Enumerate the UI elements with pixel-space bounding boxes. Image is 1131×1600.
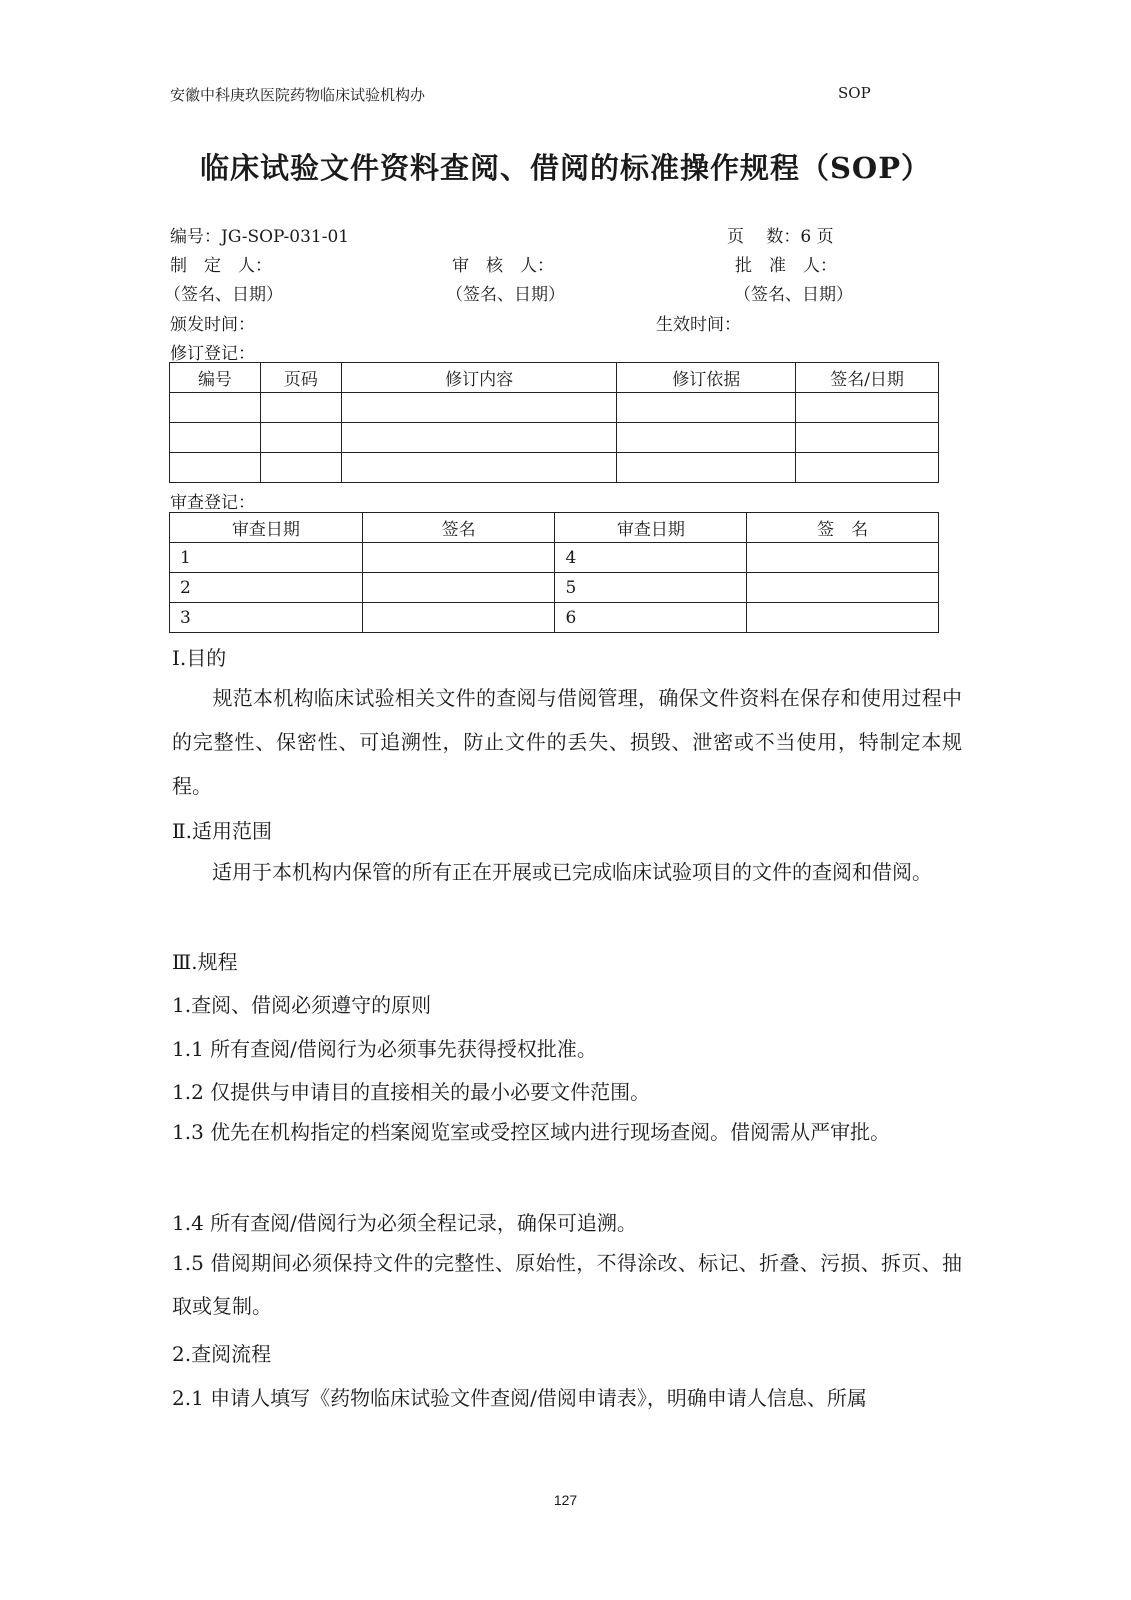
revision-header-cell: 修订内容	[341, 363, 617, 393]
revision-log-label: 修订登记：	[170, 344, 255, 364]
review-header-cell: 审查日期	[555, 513, 747, 543]
review-cell[interactable]: 2	[170, 573, 363, 603]
revision-row	[170, 393, 939, 423]
section-2-heading: Ⅱ.适用范围	[172, 819, 272, 843]
reviewer-label: 审 核 人：	[452, 256, 554, 276]
revision-table	[169, 362, 939, 483]
header-doc-type: SOP	[838, 84, 871, 102]
review-header-cell: 签 名	[747, 513, 939, 543]
sign-date-approver: （签名、日期）	[734, 285, 853, 305]
principles-heading: 1.查阅、借阅必须遵守的原则	[172, 993, 432, 1017]
review-cell[interactable]	[747, 573, 939, 603]
revision-cell[interactable]	[341, 453, 617, 483]
review-header-row	[170, 513, 939, 543]
revision-row	[170, 423, 939, 453]
revision-header-cell: 签名/日期	[796, 363, 939, 393]
revision-cell[interactable]	[170, 423, 261, 453]
review-header-cell: 签名	[362, 513, 555, 543]
review-header-cell: 审查日期	[170, 513, 363, 543]
revision-header-cell: 页码	[260, 363, 341, 393]
review-cell[interactable]	[362, 573, 555, 603]
approver-label: 批 准 人：	[735, 256, 837, 276]
review-cell[interactable]: 6	[555, 603, 747, 633]
revision-cell[interactable]	[796, 453, 939, 483]
principle-1-2: 1.2 仅提供与申请目的直接相关的最小必要文件范围。	[172, 1080, 651, 1104]
review-cell[interactable]: 1	[170, 543, 363, 573]
sign-date-drafter: （签名、日期）	[164, 285, 283, 305]
revision-cell[interactable]	[260, 423, 341, 453]
revision-header-row	[170, 363, 939, 393]
page-count: 页 数：6 页	[727, 227, 834, 247]
section-1-heading: Ⅰ.目的	[172, 646, 227, 670]
revision-cell[interactable]	[796, 423, 939, 453]
drafter-label: 制 定 人：	[170, 256, 272, 276]
page-number: 127	[553, 1492, 578, 1508]
procedure-heading: 2.查阅流程	[172, 1342, 272, 1366]
review-cell[interactable]: 4	[555, 543, 747, 573]
principle-1-5: 1.5 借阅期间必须保持文件的完整性、原始性，不得涂改、标记、折叠、污损、拆页、抽取或复制。	[172, 1251, 962, 1318]
review-table	[169, 512, 939, 633]
section-1-paragraph: 规范本机构临床试验相关文件的查阅与借阅管理，确保文件资料在保存和使用过程中的完整性、保密性、可追溯性，防止文件的丢失、损毁、泄密或不当使用，特制定本规程。	[172, 686, 962, 798]
principle-1-1: 1.1 所有查阅/借阅行为必须事先获得授权批准。	[172, 1037, 597, 1061]
sign-date-reviewer: （签名、日期）	[446, 285, 565, 305]
review-cell[interactable]	[747, 603, 939, 633]
principle-1-4: 1.4 所有查阅/借阅行为必须全程记录，确保可追溯。	[172, 1211, 637, 1235]
review-log-label: 审查登记：	[170, 493, 255, 513]
effective-date-label: 生效时间：	[656, 315, 741, 335]
review-cell[interactable]: 3	[170, 603, 363, 633]
review-cell[interactable]: 5	[555, 573, 747, 603]
review-cell[interactable]	[362, 543, 555, 573]
revision-cell[interactable]	[341, 393, 617, 423]
revision-cell[interactable]	[260, 453, 341, 483]
section-3-heading: Ⅲ.规程	[172, 950, 238, 974]
revision-cell[interactable]	[170, 453, 261, 483]
revision-header-cell: 编号	[170, 363, 261, 393]
review-row	[170, 543, 939, 573]
section-2-paragraph: 适用于本机构内保管的所有正在开展或已完成临床试验项目的文件的查阅和借阅。	[172, 860, 932, 884]
review-cell[interactable]	[747, 543, 939, 573]
review-cell[interactable]	[362, 603, 555, 633]
revision-cell[interactable]	[260, 393, 341, 423]
issue-date-label: 颁发时间：	[170, 315, 255, 335]
revision-cell[interactable]	[170, 393, 261, 423]
revision-cell[interactable]	[617, 393, 796, 423]
revision-row	[170, 453, 939, 483]
revision-cell[interactable]	[617, 453, 796, 483]
revision-cell[interactable]	[796, 393, 939, 423]
revision-cell[interactable]	[617, 423, 796, 453]
procedure-2-1: 2.1 申请人填写《药物临床试验文件查阅/借阅申请表》，明确申请人信息、所属	[172, 1386, 867, 1410]
revision-cell[interactable]	[341, 423, 617, 453]
revision-header-cell: 修订依据	[617, 363, 796, 393]
header-org: 安徽中科庚玖医院药物临床试验机构办	[170, 86, 426, 104]
principle-1-3: 1.3 优先在机构指定的档案阅览室或受控区域内进行现场查阅。借阅需从严审批。	[172, 1120, 891, 1144]
review-row	[170, 573, 939, 603]
doc-code: 编号：JG-SOP-031-01	[170, 227, 350, 247]
document-title: 临床试验文件资料查阅、借阅的标准操作规程（SOP）	[199, 151, 931, 185]
review-row	[170, 603, 939, 633]
